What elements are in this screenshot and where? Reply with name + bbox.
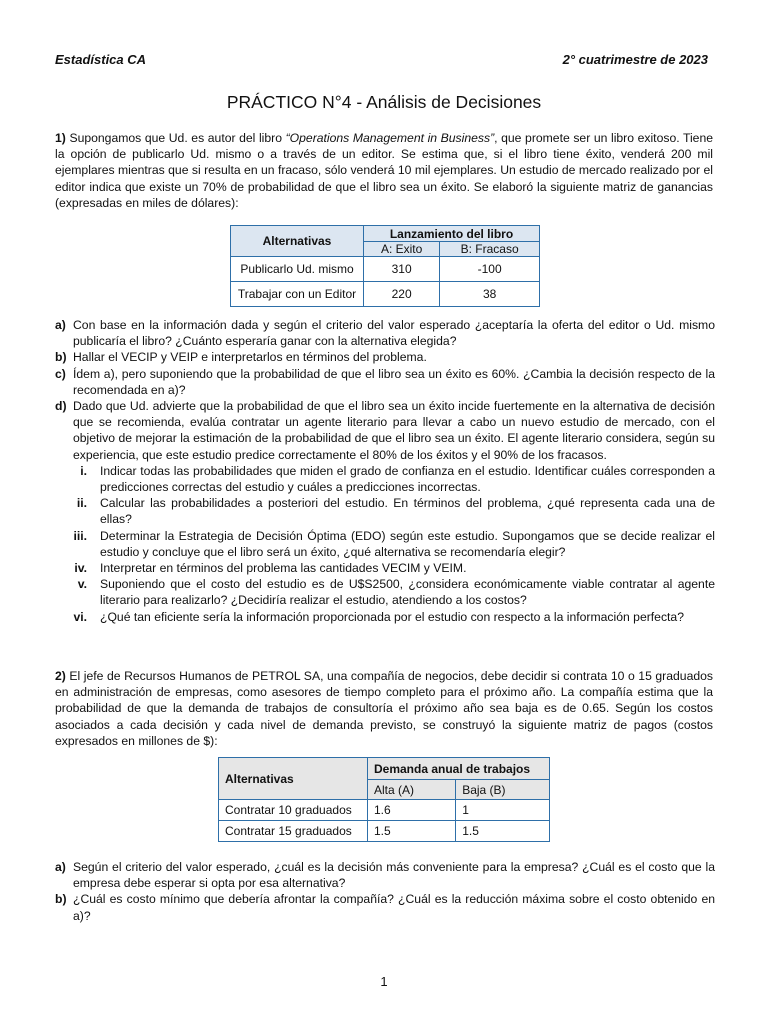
table-1-col-a: A: Exito (364, 242, 440, 257)
sub-question-label: vi. (73, 609, 87, 624)
list-item (55, 528, 715, 560)
problem-2-number: 2) (55, 669, 66, 683)
problem-1-intro-b: , que promete ser un libro exitoso. Tiene la opción de publicarlo Ud. mismo o a través de un editor. Se estima que, si el libro tiene éxito, venderá 200 mil ejemplares mientras que si resulta en un fracaso, sólo venderá 10 mil ejemplares. Un estudio de mercado realizado por el editor indica que existe un 70% de probabilidad de que el libro sea un éxito. Se elaboró la siguiente matriz de ganancias (expresadas en miles de dólares): (55, 131, 713, 210)
table-2-cell: 1 (456, 800, 550, 821)
table-1-col-b: B: Fracaso (440, 242, 540, 257)
table-1-cell: 310 (364, 257, 440, 282)
question-label: c) (55, 366, 66, 381)
book-title: “Operations Management in Business” (285, 131, 495, 145)
sub-question-text: ¿Qué tan eficiente sería la información proporcionada por el estudio con respecto a la información perfecta? (100, 609, 684, 624)
table-row (231, 282, 540, 307)
sub-question-text: Suponiendo que el costo del estudio es de U$S2500, ¿considera económicamente viable contratar al agente literario para realizarlo? ¿Decidiría realizar el estudio, atendiendo a los costos? (100, 577, 715, 608)
table-1-cell: -100 (440, 257, 540, 282)
course-header: Estadística CA (55, 52, 147, 67)
table-2-col-a: Alta (A) (368, 780, 456, 800)
list-item (55, 609, 715, 625)
question-label: b) (55, 350, 67, 365)
table-2-col-b: Baja (B) (456, 780, 550, 800)
table-2-row-label: Contratar 15 graduados (219, 821, 368, 842)
page-title: PRÁCTICO N°4 - Análisis de Decisiones (226, 92, 542, 112)
sub-question-text: Determinar la Estrategia de Decisión Óptima (EDO) según este estudio. Supongamos que se decide realizar el estudio y concluye que el libro será un éxito, ¿qué alternativa se recomendaría elegir? (100, 528, 715, 559)
list-item (55, 859, 715, 891)
table-2-row-label: Contratar 10 graduados (219, 800, 368, 821)
table-2-group-header: Demanda anual de trabajos (368, 758, 550, 780)
table-1-cell: 38 (440, 282, 540, 307)
list-item (55, 349, 715, 365)
table-1-row-label: Trabajar con un Editor (231, 282, 364, 307)
payoff-table-2 (218, 757, 550, 842)
problem-2-intro-text: El jefe de Recursos Humanos de PETROL SA, una compañía de negocios, debe decidir si contrata 10 o 15 graduados en administración de empresas, como asesores de tiempo completo para el próximo año. La compañía estima que la probabilidad de que la demanda de trabajos de consultoría el próximo año sea baja es de 0.65. Según los costos asociados a cada decisión y cada nivel de demanda previsto, se construyó la siguiente matriz de pagos (costos expresados en millones de $): (55, 669, 714, 748)
sub-question-text: Interpretar en términos del problema las cantidades VECIM y VEIM. (100, 561, 467, 576)
term-header: 2° cuatrimestre de 2023 (562, 52, 708, 67)
list-item (55, 463, 715, 495)
list-item (55, 366, 715, 398)
problem-1-intro (55, 130, 713, 211)
question-label: b) (55, 892, 67, 907)
problem-1-intro-a: Supongamos que Ud. es autor del libro (69, 131, 286, 145)
table-1-group-header: Lanzamiento del libro (364, 226, 540, 242)
sub-question-label: i. (80, 463, 87, 478)
page-number: 1 (380, 974, 388, 989)
table-row (219, 821, 550, 842)
question-text: Ídem a), pero suponiendo que la probabilidad de que el libro sea un éxito es 60%. ¿Cambia la decisión respecto de la recomendada en a)? (73, 366, 715, 397)
table-row (231, 257, 540, 282)
table-1-cell: 220 (364, 282, 440, 307)
question-text: Dado que Ud. advierte que la probabilidad de que el libro sea un éxito incide fuertemente en la alternativa de decisión que se recomienda, evalúa contratar un agente literario para llevar a cabo un nuevo estudio de mercado, con el objetivo de mejorar la estimación de la probabilidad de que el libro sea un éxito. El agente literario considera, según su experiencia, que este estudio predice correctamente el 80% de los éxitos y el 90% de los fracasos. (73, 399, 715, 462)
list-item (55, 398, 715, 463)
table-1-corner: Alternativas (231, 226, 364, 257)
table-2-cell: 1.5 (456, 821, 550, 842)
question-label: d) (55, 399, 67, 414)
sub-question-text: Indicar todas las probabilidades que miden el grado de confianza en el estudio. Identificar cuáles corresponden a predicciones correctas del estudio y cuáles a predicciones incorrectas. (100, 463, 715, 495)
table-2-cell: 1.6 (368, 800, 456, 821)
sub-question-label: v. (77, 577, 87, 592)
sub-question-label: ii. (76, 496, 87, 511)
list-item (55, 576, 715, 608)
question-text: ¿Cuál es costo mínimo que debería afrontar la compañía? ¿Cuál es la reducción máxima sobre el costo obtenido en a)? (73, 892, 715, 923)
table-2-cell: 1.5 (368, 821, 456, 842)
sub-question-label: iii. (73, 528, 87, 543)
question-text: Según el criterio del valor esperado, ¿cuál es la decisión más conveniente para la empresa? ¿Cuál es el costo que la empresa debe esperar si opta por esa alternativa? (73, 860, 715, 891)
list-item (55, 891, 715, 923)
sub-question-text: Calcular las probabilidades a posteriori del estudio. En términos del problema, ¿qué representa cada una de ellas? (100, 496, 715, 527)
problem-2-questions (55, 859, 715, 924)
question-text: Hallar el VECIP y VEIP e interpretarlos en términos del problema. (73, 350, 427, 365)
payoff-table-1 (230, 225, 540, 307)
problem-1-number: 1) (55, 131, 66, 145)
list-item (55, 317, 715, 349)
sub-question-label: iv. (74, 561, 87, 576)
question-label: a) (55, 318, 66, 332)
question-text: Con base en la información dada y según el criterio del valor esperado ¿aceptaría la oferta del editor o Ud. mismo publicaría el libro? ¿Cuánto esperaría ganar con la alternativa elegida? (73, 318, 715, 349)
list-item (55, 495, 715, 527)
problem-2-intro (55, 668, 713, 749)
list-item (55, 560, 715, 576)
table-2-corner: Alternativas (219, 758, 368, 800)
question-label: a) (55, 860, 66, 874)
table-row (219, 800, 550, 821)
problem-1-questions (55, 317, 715, 625)
table-1-row-label: Publicarlo Ud. mismo (231, 257, 364, 282)
